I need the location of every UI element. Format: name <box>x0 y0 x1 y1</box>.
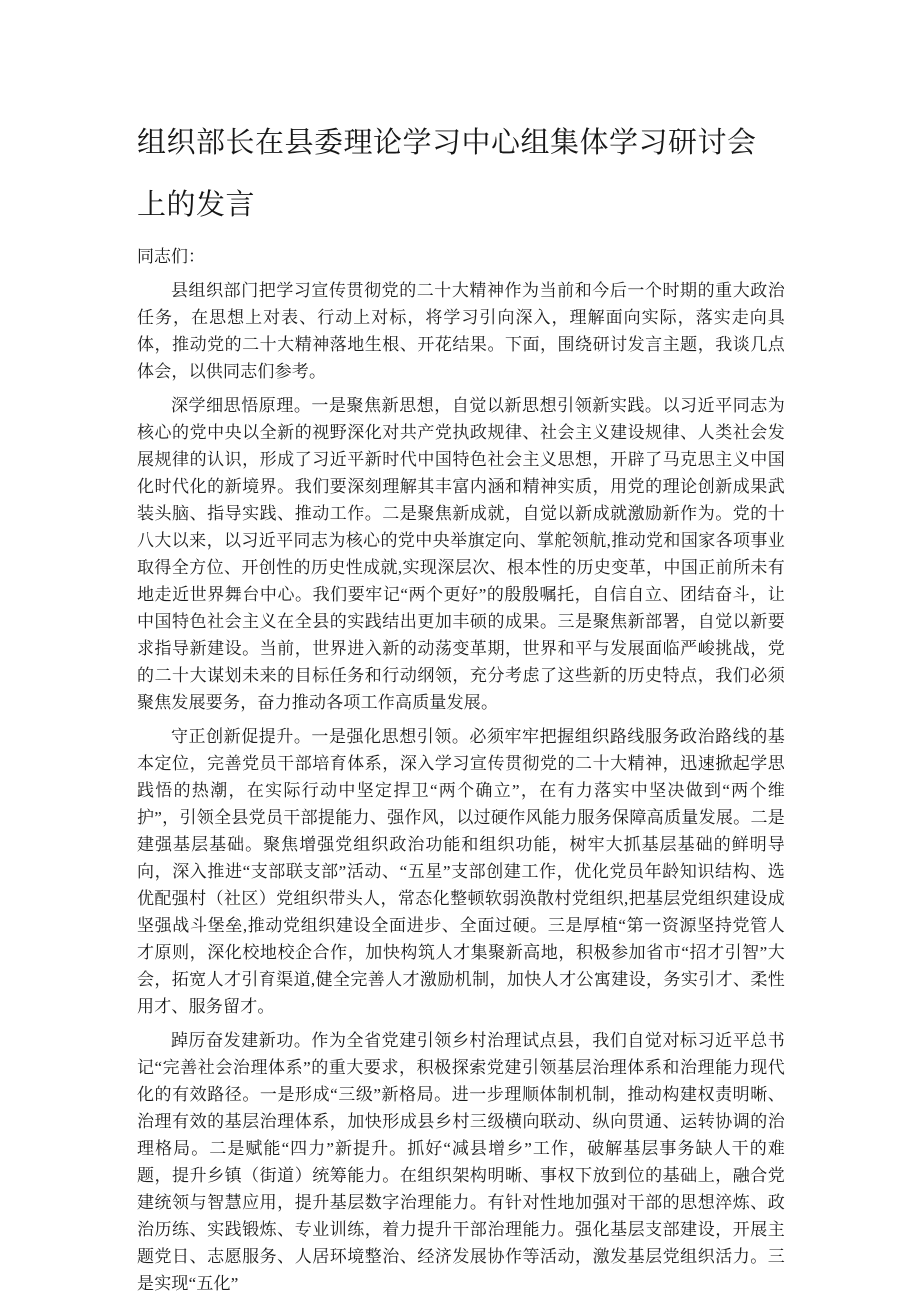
body-paragraph: 县组织部门把学习宣传贯彻党的二十大精神作为当前和今后一个时期的重大政治任务，在思想上对表、行动上对标，将学习引向深入，理解面向实际，落实走向具体，推动党的二十大精神落地生根、开花结果。下面，围绕研讨发言主题，我谈几点体会，以供同志们参考。 <box>137 281 785 381</box>
salutation: 同志们： <box>137 247 205 266</box>
body-paragraph: 深学细思悟原理。一是聚焦新思想，自觉以新思想引领新实践。以习近平同志为核心的党中央以全新的视野深化对共产党执政规律、社会主义建设规律、人类社会发展规律的认识，形成了习近平新时代中国特色社会主义思想，开辟了马克思主义中国化时代化的新境界。我们要深刻理解其丰富内涵和精神实质，用党的理论创新成果武装头脑、指导实践、推动工作。二是聚焦新成就，自觉以新成就激励新作为。党的十八大以来，以习近平同志为核心的党中央举旗定向、掌舵领航,推动党和国家各项事业取得全方位、开创性的历史性成就,实现深层次、根本性的历史变革，中国正前所未有地走近世界舞台中心。我们要牢记“两个更好”的殷殷嘱托，自信自立、团结奋斗，让中国特色社会主义在全县的实践结出更加丰硕的成果。三是聚焦新部署，自觉以新要求指导新建设。当前，世界进入新的动荡变革期，世界和平与发展面临严峻挑战，党的二十大谋划未来的目标任务和行动纲领，充分考虑了这些新的历史特点，我们必须聚焦发展要务，奋力推动各项工作高质量发展。 <box>137 396 785 712</box>
body-paragraph: 守正创新促提升。一是强化思想引领。必须牢牢把握组织路线服务政治路线的基本定位，完善党员干部培育体系，深入学习宣传贯彻党的二十大精神，迅速掀起学思践悟的热潮，在实际行动中坚定捍卫“两个确立”，在有力落实中坚决做到“两个维护”，引领全县党员干部提能力、强作风，以过硬作风能力服务保障高质量发展。二是建强基层基础。聚焦增强党组织政治功能和组织功能，树牢大抓基层基础的鲜明导向，深入推进“支部联支部”活动、“五星”支部创建工作，优化党员年龄知识结构、选优配强村（社区）党组织带头人，常态化整顿软弱涣散村党组织,把基层党组织建设成坚强战斗堡垒,推动党组织建设全面进步、全面过硬。三是厚植“第一资源坚持党管人才原则，深化校地校企合作，加快构筑人才集聚新高地，积极参加省市“招才引智”大会，拓宽人才引育渠道,健全完善人才激励机制，加快人才公寓建设，务实引才、柔性用才、服务留才。 <box>137 727 785 1016</box>
document-body <box>137 277 785 1297</box>
body-paragraph: 踔厉奋发建新功。作为全省党建引领乡村治理试点县，我们自觉对标习近平总书记“完善社会治理体系”的重大要求，积极探索党建引领基层治理体系和治理能力现代化的有效路径。一是形成“三级”新格局。进一步理顺体制机制，推动构建权责明晰、治理有效的基层治理体系，加快形成县乡村三级横向联动、纵向贯通、运转协调的治理格局。二是赋能“四力”新提升。抓好“减县增乡”工作，破解基层事务缺人干的难题，提升乡镇（街道）统筹能力。在组织架构明晰、事权下放到位的基础上，融合党建统领与智慧应用，提升基层数字治理能力。有针对性地加强对干部的思想淬炼、政治历练、实践锻炼、专业训练，着力提升干部治理能力。强化基层支部建设，开展主题党日、志愿服务、人居环境整治、经济发展协作等活动，激发基层党组织活力。三是实现“五化” <box>137 1031 785 1293</box>
document-title: 组织部长在县委理论学习中心组集体学习研讨会上的发言 <box>137 127 757 221</box>
